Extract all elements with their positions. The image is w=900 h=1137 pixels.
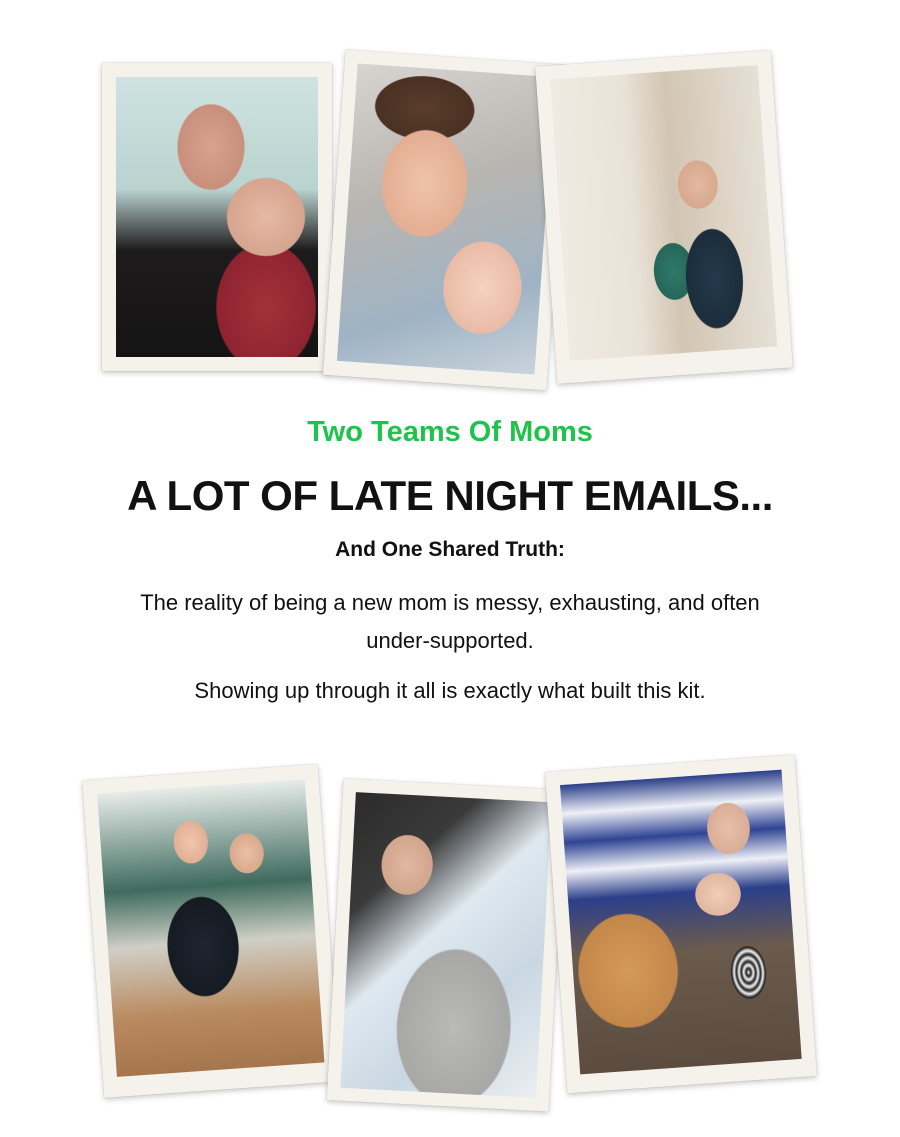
polaroid-photo-mom-with-two-kids <box>82 764 340 1098</box>
polaroid-photo-mom-baby-and-dog <box>545 755 817 1094</box>
photo-image <box>550 65 777 361</box>
polaroid-photo-mirror-selfie <box>535 50 793 384</box>
photo-image <box>560 770 802 1075</box>
body-paragraph-2: Showing up through it all is exactly what built this kit. <box>194 678 706 703</box>
photo-image <box>340 792 551 1098</box>
polaroid-photo-mom-hugging-baby <box>102 63 332 371</box>
photo-image <box>97 779 324 1077</box>
photo-image <box>337 63 555 374</box>
subheading: And One Shared Truth: <box>335 538 565 561</box>
message-block <box>0 414 900 710</box>
body-paragraph-1: The reality of being a new mom is messy, exhausting, and often under-supported. <box>140 590 760 653</box>
eyebrow-heading: Two Teams Of Moms <box>307 416 593 448</box>
main-headline: A LOT OF LATE NIGHT EMAILS... <box>127 472 773 519</box>
polaroid-photo-mom-lying-with-baby <box>323 50 569 391</box>
polaroid-photo-mom-resting-by-window <box>327 778 566 1111</box>
photo-image <box>116 77 318 357</box>
